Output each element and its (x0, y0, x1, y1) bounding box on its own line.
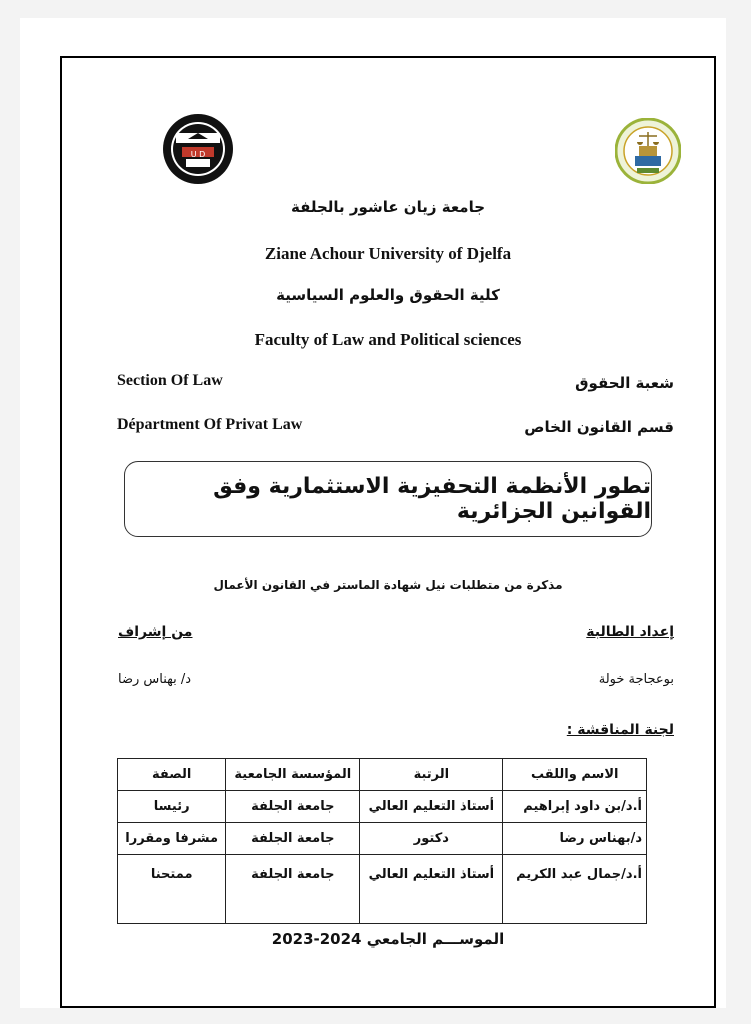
university-name-en: Ziane Achour University of Djelfa (264, 244, 512, 263)
table-header-row (118, 759, 647, 791)
department-en: Départment Of Privat Law (117, 416, 303, 433)
member-institution: جامعة الجلفة (226, 791, 360, 823)
table-row (118, 855, 647, 924)
committee-label: لجنة المناقشة : (566, 722, 674, 738)
university-seal-logo (162, 113, 234, 185)
member-role: رئيسا (118, 791, 226, 823)
page-border (60, 56, 716, 1008)
supervisor-name: د/ بهناس رضا (118, 672, 192, 687)
header-cell: المؤسسة الجامعية (226, 759, 360, 791)
prepared-by-label: إعداد الطالبة (586, 624, 674, 640)
academic-year: الموســـم الجامعي 2024-2023 (271, 930, 505, 948)
header-cell: الاسم واللقب (503, 759, 647, 791)
svg-text:U D: U D (190, 150, 206, 159)
supervised-by-label: من إشراف (118, 624, 193, 640)
member-rank: أستاذ التعليم العالي (360, 791, 503, 823)
member-institution: جامعة الجلفة (226, 823, 360, 855)
member-institution: جامعة الجلفة (226, 855, 360, 924)
table-row (118, 823, 647, 855)
thesis-title: تطور الأنظمة التحفيزية الاستثمارية وفق القوانين الجزائرية (213, 474, 651, 524)
section-en: Section Of Law (117, 372, 223, 389)
thesis-subtitle: مذكرة من متطلبات نيل شهادة الماستر في القانون الأعمال (213, 578, 563, 592)
member-name: أ.د/بن داود إبراهيم (503, 791, 647, 823)
table-row (118, 791, 647, 823)
department-ar: قسم القانون الخاص (524, 418, 674, 436)
faculty-name-en: Faculty of Law and Political sciences (254, 330, 522, 349)
member-name: د/بهناس رضا (503, 823, 647, 855)
document-page (20, 18, 726, 1008)
student-name: بوعجاجة خولة (598, 672, 674, 687)
university-name-ar: جامعة زيان عاشور بالجلفة (290, 198, 486, 216)
faculty-name-ar: كلية الحقوق والعلوم السياسية (276, 286, 500, 304)
section-ar: شعبة الحقوق (575, 374, 674, 392)
header-cell: الرتبة (360, 759, 503, 791)
member-rank: دكتور (360, 823, 503, 855)
thesis-title-box (124, 461, 652, 537)
faculty-emblem-logo (615, 118, 681, 184)
member-rank: أستاذ التعليم العالي (360, 855, 503, 924)
member-name: أ.د/جمال عبد الكريم (503, 855, 647, 924)
header-cell: الصفة (118, 759, 226, 791)
member-role: ممتحنا (118, 855, 226, 924)
member-role: مشرفا ومقررا (118, 823, 226, 855)
committee-table (117, 758, 647, 924)
